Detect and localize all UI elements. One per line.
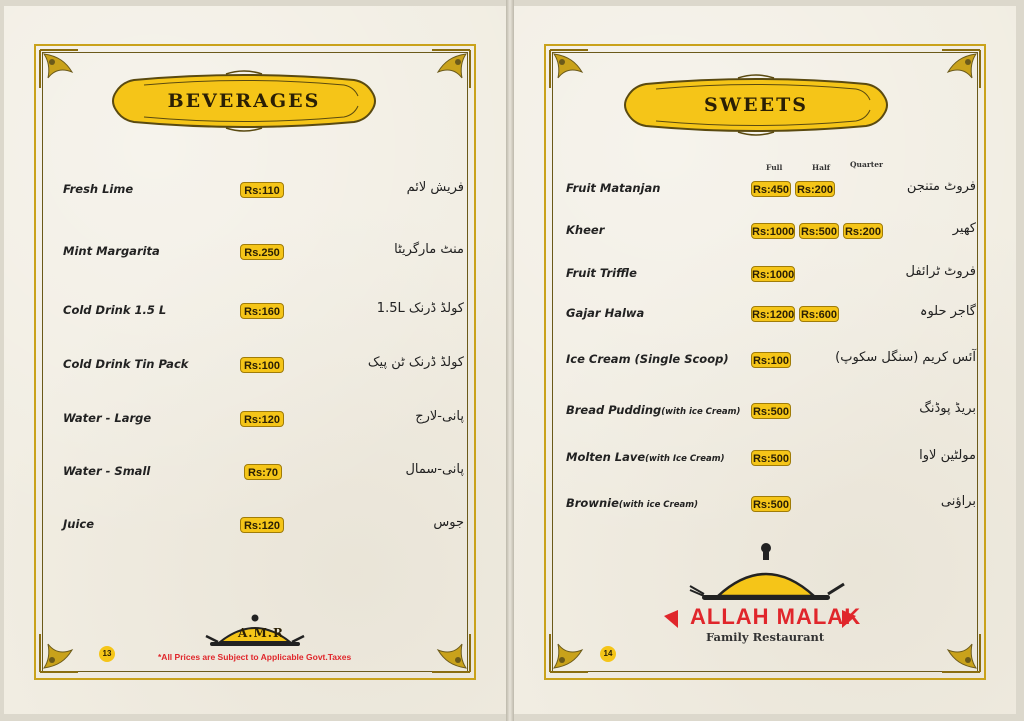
menu-item-name-text: Molten Lave <box>566 450 646 464</box>
col-header-half: Half <box>812 163 831 172</box>
section-title-banner <box>104 70 384 132</box>
col-header-full: Full <box>766 163 783 172</box>
tax-footnote: *All Prices are Subject to Applicable Govt.Taxes <box>158 652 352 662</box>
menu-item-name-text: Fruit Triffle <box>566 266 637 280</box>
menu-item-name <box>566 496 698 510</box>
menu-item-price: Rs:120 <box>240 517 284 533</box>
restaurant-subtitle: Family Restaurant <box>706 630 825 644</box>
menu-item-urdu-name: براؤنی <box>940 494 976 509</box>
menu-item-note: (with ice Cream) <box>618 500 698 510</box>
page-number: 14 <box>600 646 616 662</box>
page-number: 13 <box>99 646 115 662</box>
menu-item-price: Rs:1000 <box>751 223 795 239</box>
restaurant-name: ALLAH MALAK <box>690 604 862 629</box>
menu-item-price: Rs:600 <box>799 306 839 322</box>
floral-corner-icon <box>38 632 80 674</box>
menu-item-urdu-name: آئس کریم (سنگل سکوپ) <box>835 350 976 365</box>
menu-item-name <box>566 306 644 320</box>
floral-corner-icon <box>940 48 982 90</box>
menu-item-price: Rs:1000 <box>751 266 795 282</box>
menu-item-name <box>566 352 729 366</box>
menu-item-name-text: Gajar Halwa <box>566 306 645 320</box>
restaurant-logo <box>660 538 860 648</box>
menu-item-name <box>566 450 725 464</box>
menu-item-name: Water - Small <box>63 464 151 478</box>
menu-item-urdu-name: پانی-سمال <box>405 462 464 477</box>
menu-item-urdu-name: منٹ مارگریٹا <box>394 242 464 257</box>
amr-badge-text: A.M.R <box>238 626 284 640</box>
floral-corner-icon <box>430 632 472 674</box>
menu-item-price: Rs:500 <box>751 403 791 419</box>
menu-item-urdu-name: کولڈ ڈرنک 1.5L <box>376 301 464 316</box>
menu-page-sweets <box>514 6 1016 714</box>
menu-item-urdu-name: کھیر <box>952 221 976 236</box>
menu-item-price: Rs:450 <box>751 181 791 197</box>
menu-item-price: Rs:70 <box>244 464 282 480</box>
menu-item-name <box>566 223 604 237</box>
floral-corner-icon <box>430 48 472 90</box>
col-header-quarter: Quarter <box>850 160 883 169</box>
menu-item-price: Rs:100 <box>240 357 284 373</box>
section-title: SWEETS <box>704 94 808 116</box>
menu-item-price: Rs.250 <box>240 244 284 260</box>
menu-item-urdu-name: کولڈ ڈرنک ٹن پیک <box>367 355 464 370</box>
cloche-icon <box>660 538 860 608</box>
menu-item-urdu-name: جوس <box>433 515 464 530</box>
menu-item-note: (with Ice Cream) <box>645 454 725 464</box>
menu-page-beverages <box>4 6 506 714</box>
menu-item-urdu-name: فروٹ ٹرائفل <box>905 264 976 279</box>
menu-item-name: Juice <box>63 517 95 531</box>
menu-item-urdu-name: مولٹین لاوا <box>919 448 976 463</box>
menu-item-price: Rs:200 <box>843 223 883 239</box>
menu-item-name <box>566 181 660 195</box>
menu-item-name-text: Bread Pudding <box>566 403 662 417</box>
section-title-banner <box>616 74 896 136</box>
menu-item-price: Rs:500 <box>799 223 839 239</box>
floral-corner-icon <box>548 48 590 90</box>
menu-item-price: Rs:200 <box>795 181 835 197</box>
floral-corner-icon <box>940 632 982 674</box>
menu-item-price: Rs:1200 <box>751 306 795 322</box>
menu-item-name-text: Fruit Matanjan <box>566 181 661 195</box>
floral-corner-icon <box>38 48 80 90</box>
menu-item-name-text: Kheer <box>566 223 605 237</box>
menu-item-name: Mint Margarita <box>63 244 160 258</box>
menu-item-name: Cold Drink Tin Pack <box>63 357 189 371</box>
menu-item-price: Rs:110 <box>240 182 284 198</box>
floral-corner-icon <box>548 632 590 674</box>
menu-item-price: Rs:500 <box>751 450 791 466</box>
menu-item-urdu-name: گاجر حلوہ <box>919 304 976 319</box>
menu-item-name: Cold Drink 1.5 L <box>63 303 167 317</box>
menu-item-price: Rs:160 <box>240 303 284 319</box>
menu-item-urdu-name: فروٹ متنجن <box>906 179 976 194</box>
menu-item-urdu-name: پانی-لارج <box>415 409 464 424</box>
menu-item-price: Rs:120 <box>240 411 284 427</box>
menu-item-price: Rs:100 <box>751 352 791 368</box>
menu-item-name: Fresh Lime <box>63 182 134 196</box>
menu-item-name-text: Brownie <box>566 496 619 510</box>
menu-item-name-text: Ice Cream (Single Scoop) <box>566 352 729 366</box>
book-spine <box>506 0 514 721</box>
menu-item-name <box>566 266 637 280</box>
menu-item-note: (with ice Cream) <box>661 407 741 417</box>
menu-item-name <box>566 403 740 417</box>
menu-item-urdu-name: فریش لائم <box>406 180 464 195</box>
menu-item-urdu-name: بریڈ پوڈنگ <box>919 401 976 416</box>
section-title: BEVERAGES <box>167 90 321 112</box>
menu-item-price: Rs:500 <box>751 496 791 512</box>
menu-item-name: Water - Large <box>63 411 152 425</box>
amr-logo <box>204 612 306 652</box>
